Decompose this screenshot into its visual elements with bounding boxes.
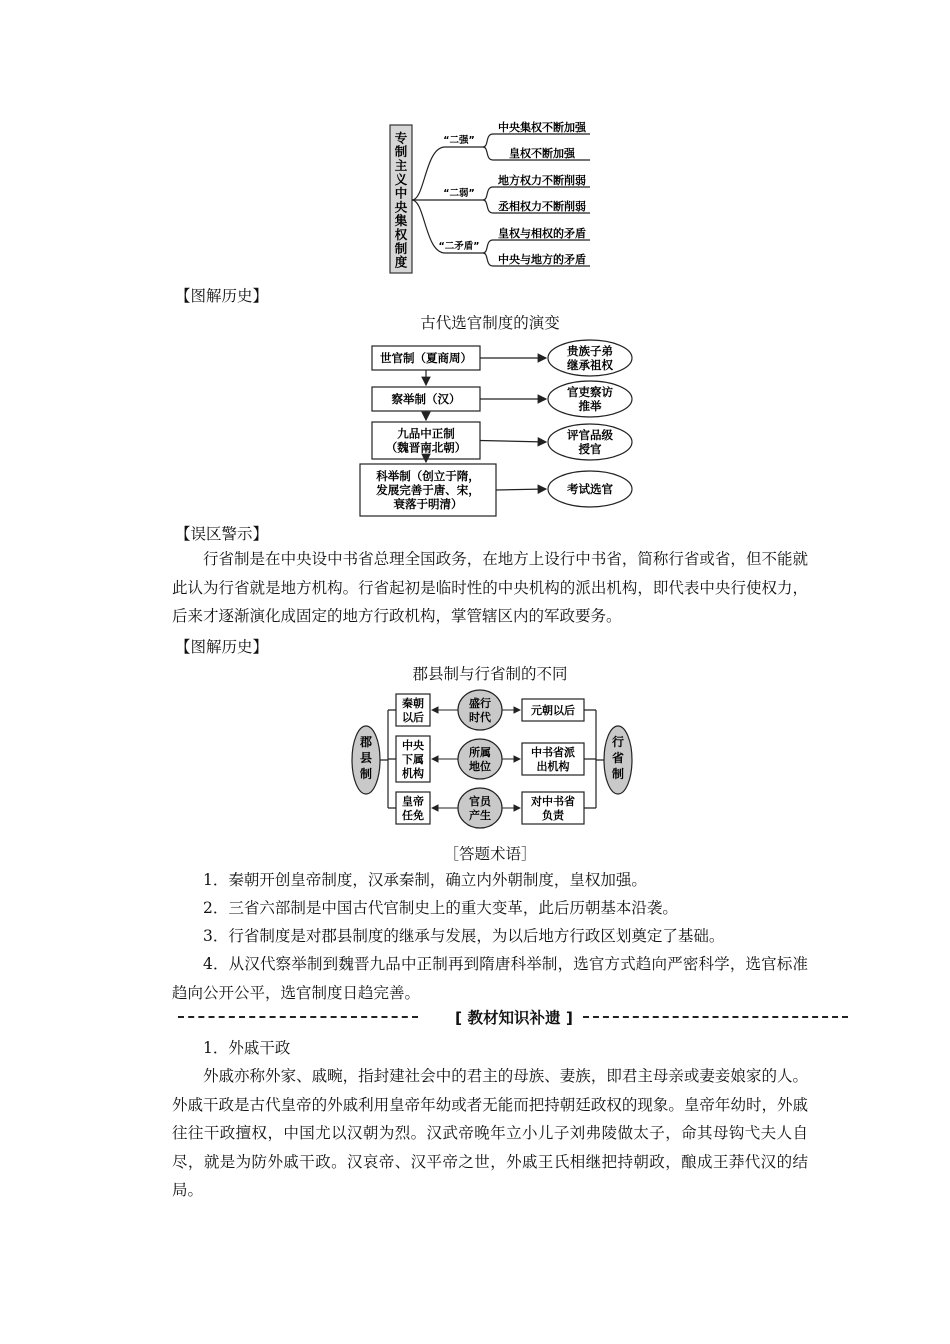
right-box-label: 对中书省 — [531, 795, 575, 808]
right-root-char: 制 — [611, 767, 625, 781]
left-root-char: 县 — [359, 751, 373, 765]
selection-system-diagram — [355, 338, 635, 520]
stage-label: 衰落于明清） — [393, 497, 463, 511]
diagram-title: 郡县制与行省制的不同 — [412, 665, 568, 683]
group-label: “二矛盾” — [438, 241, 480, 252]
method-label: 贵族子弟 — [567, 344, 613, 358]
root-char: 权 — [394, 226, 408, 242]
left-box-label: 机构 — [402, 767, 424, 780]
middle-ellipse — [458, 788, 502, 828]
stage-label: 九品中正制 — [397, 426, 455, 441]
left-box-label: 任免 — [402, 809, 424, 822]
section-heading: 【图解历史】 — [175, 638, 269, 656]
diagram-title: 古代选官制度的演变 — [420, 314, 560, 332]
arrow — [480, 441, 546, 443]
item-label: 中央与地方的矛盾 — [498, 253, 586, 266]
middle-label: 产生 — [469, 809, 491, 822]
centralization-diagram — [385, 120, 600, 280]
supplement-paragraph: 外戚亦称外家、戚畹，指封建社会中的君主的母族、妻族，即君主母亲或妻妾娘家的人。外戚干政是古代皇帝的外戚利用皇帝年幼或者无能而把持朝廷政权的现象。皇帝年幼时，外戚往往干政擅权，中国尤以汉朝为烈。汉武帝晚年立小儿子刘弗陵做太子，命其母钩弋夫人自尽，就是为防外戚干政。汉哀帝、汉平帝之世，外戚王氏相继把持朝政，酿成王莽代汉的结局。 — [172, 1067, 808, 1199]
left-box-label: 中央 — [402, 739, 424, 752]
answer-term-item: 4．从汉代察举制到魏晋九品中正制再到隋唐科举制，选官方式趋向严密科学，选官标准趋向公开公平，选官制度日趋完善。 — [172, 955, 808, 1002]
right-root-char: 行 — [611, 735, 625, 749]
stage-label: 察举制（汉） — [391, 392, 461, 406]
left-box-label: 以后 — [402, 711, 424, 724]
answer-terms-heading: ［答题术语］ — [443, 845, 537, 863]
stage-label: 发展完善于唐、宋， — [376, 483, 480, 497]
left-root-char: 制 — [359, 767, 373, 781]
root-char: 中 — [394, 185, 408, 201]
method-label: 考试选官 — [567, 482, 613, 496]
right-root-char: 省 — [611, 751, 625, 765]
warning-paragraph: 行省制是在中央设中书省总理全国政务，在地方上设行中书省，简称行省或省，但不能就此认为行省就是地方机构。行省起初是临时性的中央机构的派出机构，即代表中央行使权力，后来才逐渐演化成固定的地方行政机构，掌管辖区内的军政要务。 — [172, 550, 808, 625]
method-label: 继承祖权 — [567, 358, 613, 372]
left-box-label: 下属 — [402, 753, 424, 766]
group-label: “二弱” — [443, 188, 475, 199]
root-label — [395, 130, 408, 269]
root-char: 主 — [394, 157, 408, 173]
middle-label: 所属 — [469, 746, 491, 759]
root-char: 制 — [394, 240, 408, 256]
item-label: 地方权力不断削弱 — [498, 174, 586, 187]
left-root-char: 郡 — [359, 735, 373, 749]
middle-label: 官员 — [469, 795, 491, 808]
supplement-item-title: 1．外戚干政 — [203, 1039, 291, 1057]
method-label: 评官品级 — [567, 428, 613, 442]
middle-label: 时代 — [469, 711, 491, 724]
stage-label: （魏晋南北朝） — [385, 440, 467, 455]
section-heading: 【误区警示】 — [175, 525, 269, 543]
group-label: “二强” — [443, 135, 475, 146]
left-box-label: 皇帝 — [402, 795, 424, 808]
stage-label: 科举制（创立于隋， — [376, 469, 480, 483]
answer-term-item: 2．三省六部制是中国古代官制史上的重大变革，此后历朝基本沿袭。 — [203, 899, 678, 917]
answer-term-item: 3．行省制度是对郡县制度的继承与发展，为以后地方行政区划奠定了基础。 — [203, 927, 725, 945]
root-char: 集 — [394, 213, 408, 229]
group-labels — [439, 134, 480, 252]
right-bracket — [584, 710, 604, 808]
separator-label: [ 教材知识补遗 ] — [449, 1009, 579, 1027]
arrow — [496, 489, 546, 490]
root-char: 专 — [394, 130, 408, 146]
right-box-label: 负责 — [542, 809, 564, 822]
item-label: 皇权不断加强 — [509, 147, 575, 160]
root-char: 央 — [394, 199, 408, 215]
method-label: 推举 — [578, 399, 602, 413]
root-char: 义 — [394, 171, 408, 187]
left-bracket — [380, 710, 396, 808]
right-box-label: 元朝以后 — [531, 704, 575, 717]
selection-flow — [360, 340, 632, 516]
section-heading: 【图解历史】 — [175, 287, 269, 305]
middle-ellipse — [458, 739, 502, 779]
answer-term-item: 1．秦朝开创皇帝制度，汉承秦制，确立内外朝制度，皇权加强。 — [203, 871, 647, 889]
root-char: 制 — [394, 144, 408, 160]
middle-label: 地位 — [469, 760, 491, 773]
right-box-label: 出机构 — [536, 760, 570, 773]
comparison-flow — [352, 690, 632, 828]
item-label: 丞相权力不断削弱 — [498, 200, 586, 213]
middle-label: 盛行 — [469, 697, 491, 710]
item-label: 皇权与相权的矛盾 — [498, 227, 586, 240]
middle-ellipse — [458, 690, 502, 730]
item-labels — [498, 120, 587, 266]
section-separator — [178, 1005, 850, 1027]
stage-label: 世官制（夏商周） — [380, 351, 472, 365]
left-box-label: 秦朝 — [402, 697, 424, 710]
item-label: 中央集权不断加强 — [498, 121, 586, 134]
root-char: 度 — [394, 254, 408, 270]
comparison-diagram — [348, 688, 638, 836]
method-label: 授官 — [578, 442, 602, 456]
method-label: 官吏察访 — [567, 385, 613, 399]
right-box-label: 中书省派 — [531, 746, 575, 759]
